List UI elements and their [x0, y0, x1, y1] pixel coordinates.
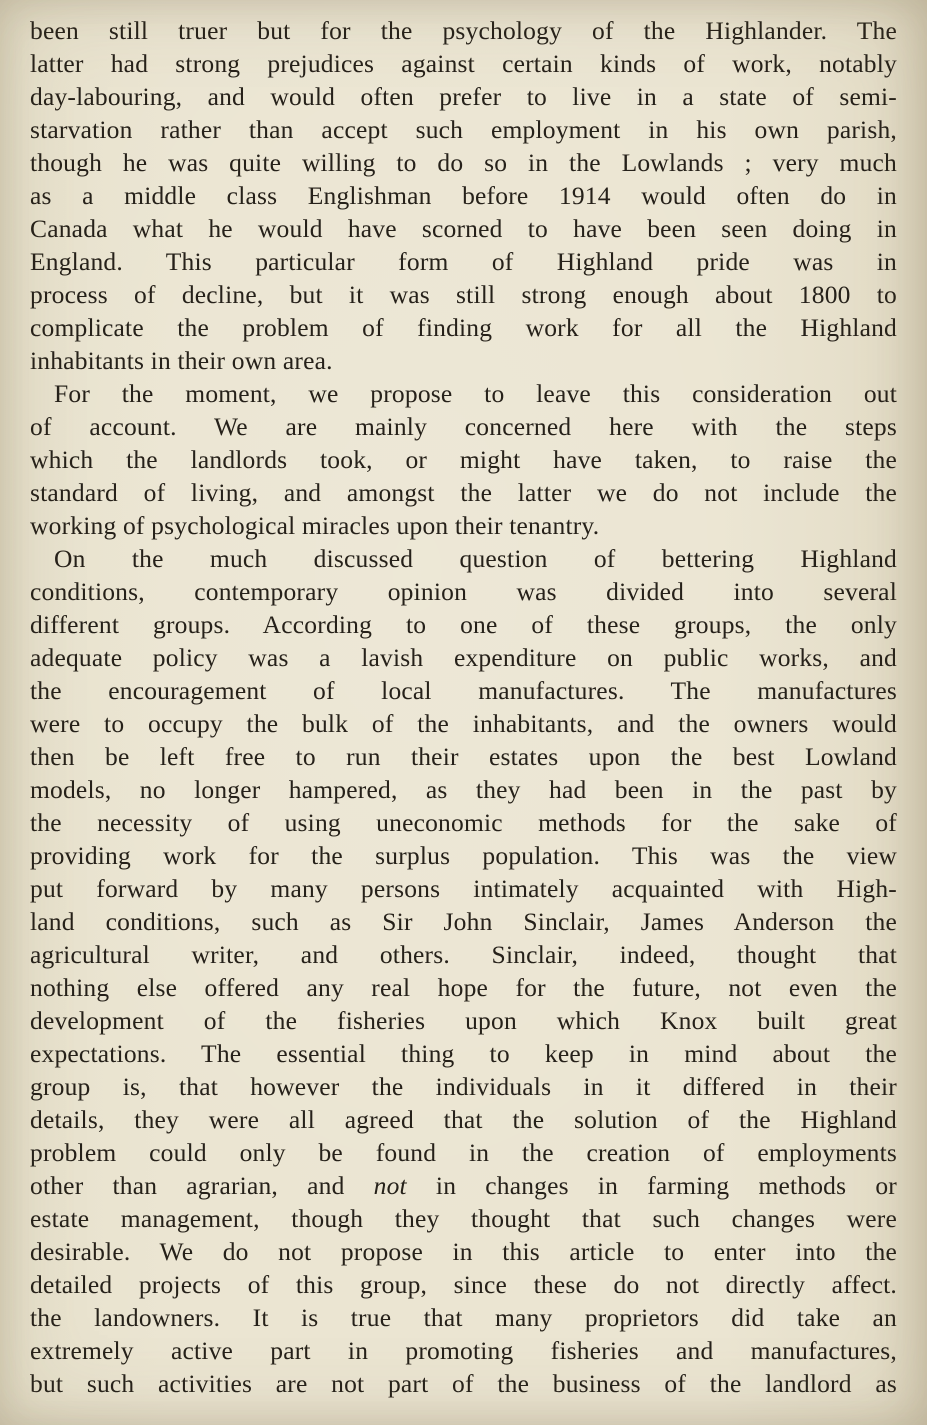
text-line: details, they were all agreed that the solution of the Highland	[30, 1105, 897, 1134]
text-line: other than agrarian, and not in changes in farming methods or	[30, 1171, 897, 1200]
text-line: development of the fisheries upon which Knox built great	[30, 1006, 897, 1035]
text-line: For the moment, we propose to leave this consideration out	[54, 379, 897, 408]
text-line: England. This particular form of Highland pride was in	[30, 247, 897, 276]
text-line: conditions, contemporary opinion was divided into several	[30, 577, 897, 606]
text-line: Canada what he would have scorned to have been seen doing in	[30, 214, 897, 243]
paragraph	[30, 377, 897, 542]
text-line: day-labouring, and would often prefer to live in a state of semi-	[30, 82, 897, 111]
text-line: though he was quite willing to do so in the Lowlands ; very much	[30, 148, 897, 177]
text-line: problem could only be found in the creation of employments	[30, 1138, 897, 1167]
text-line: starvation rather than accept such employment in his own parish,	[30, 115, 897, 144]
text-line: as a middle class Englishman before 1914 would often do in	[30, 181, 897, 210]
text-line: been still truer but for the psychology of the Highlander. The	[30, 16, 897, 45]
text-line: providing work for the surplus population. This was the view	[30, 841, 897, 870]
text-line: put forward by many persons intimately acquainted with High-	[30, 874, 897, 903]
text-line: On the much discussed question of bettering Highland	[54, 544, 897, 573]
paragraph	[30, 542, 897, 1400]
text-line: complicate the problem of finding work for all the Highland	[30, 313, 897, 342]
text-column	[30, 14, 897, 1400]
text-line: were to occupy the bulk of the inhabitants, and the owners would	[30, 709, 897, 738]
text-line: expectations. The essential thing to keep in mind about the	[30, 1039, 897, 1068]
text-line: land conditions, such as Sir John Sinclair, James Anderson the	[30, 907, 897, 936]
text-line: desirable. We do not propose in this article to enter into the	[30, 1237, 897, 1266]
text-line: agricultural writer, and others. Sinclair, indeed, thought that	[30, 940, 897, 969]
text-line: models, no longer hampered, as they had been in the past by	[30, 775, 897, 804]
text-line: group is, that however the individuals in it differed in their	[30, 1072, 897, 1101]
text-line: then be left free to run their estates upon the best Lowland	[30, 742, 897, 771]
text-line: working of psychological miracles upon their tenantry.	[30, 511, 600, 540]
text-line: process of decline, but it was still strong enough about 1800 to	[30, 280, 897, 309]
text-line: detailed projects of this group, since these do not directly affect.	[30, 1270, 897, 1299]
text-line: the encouragement of local manufactures. The manufactures	[30, 676, 897, 705]
text-line: standard of living, and amongst the latter we do not include the	[30, 478, 897, 507]
text-line: adequate policy was a lavish expenditure on public works, and	[30, 643, 897, 672]
text-line: different groups. According to one of these groups, the only	[30, 610, 897, 639]
paragraph	[30, 14, 897, 377]
text-line: the necessity of using uneconomic methods for the sake of	[30, 808, 897, 837]
text-line: the landowners. It is true that many proprietors did take an	[30, 1303, 897, 1332]
text-line: which the landlords took, or might have taken, to raise the	[30, 445, 897, 474]
text-line: inhabitants in their own area.	[30, 346, 333, 375]
text-line: nothing else offered any real hope for the future, not even the	[30, 973, 897, 1002]
text-line: extremely active part in promoting fisheries and manufactures,	[30, 1336, 897, 1365]
text-line: latter had strong prejudices against certain kinds of work, notably	[30, 49, 897, 78]
text-line: estate management, though they thought that such changes were	[30, 1204, 897, 1233]
text-line: of account. We are mainly concerned here with the steps	[30, 412, 897, 441]
text-line: but such activities are not part of the business of the landlord as	[30, 1369, 897, 1398]
